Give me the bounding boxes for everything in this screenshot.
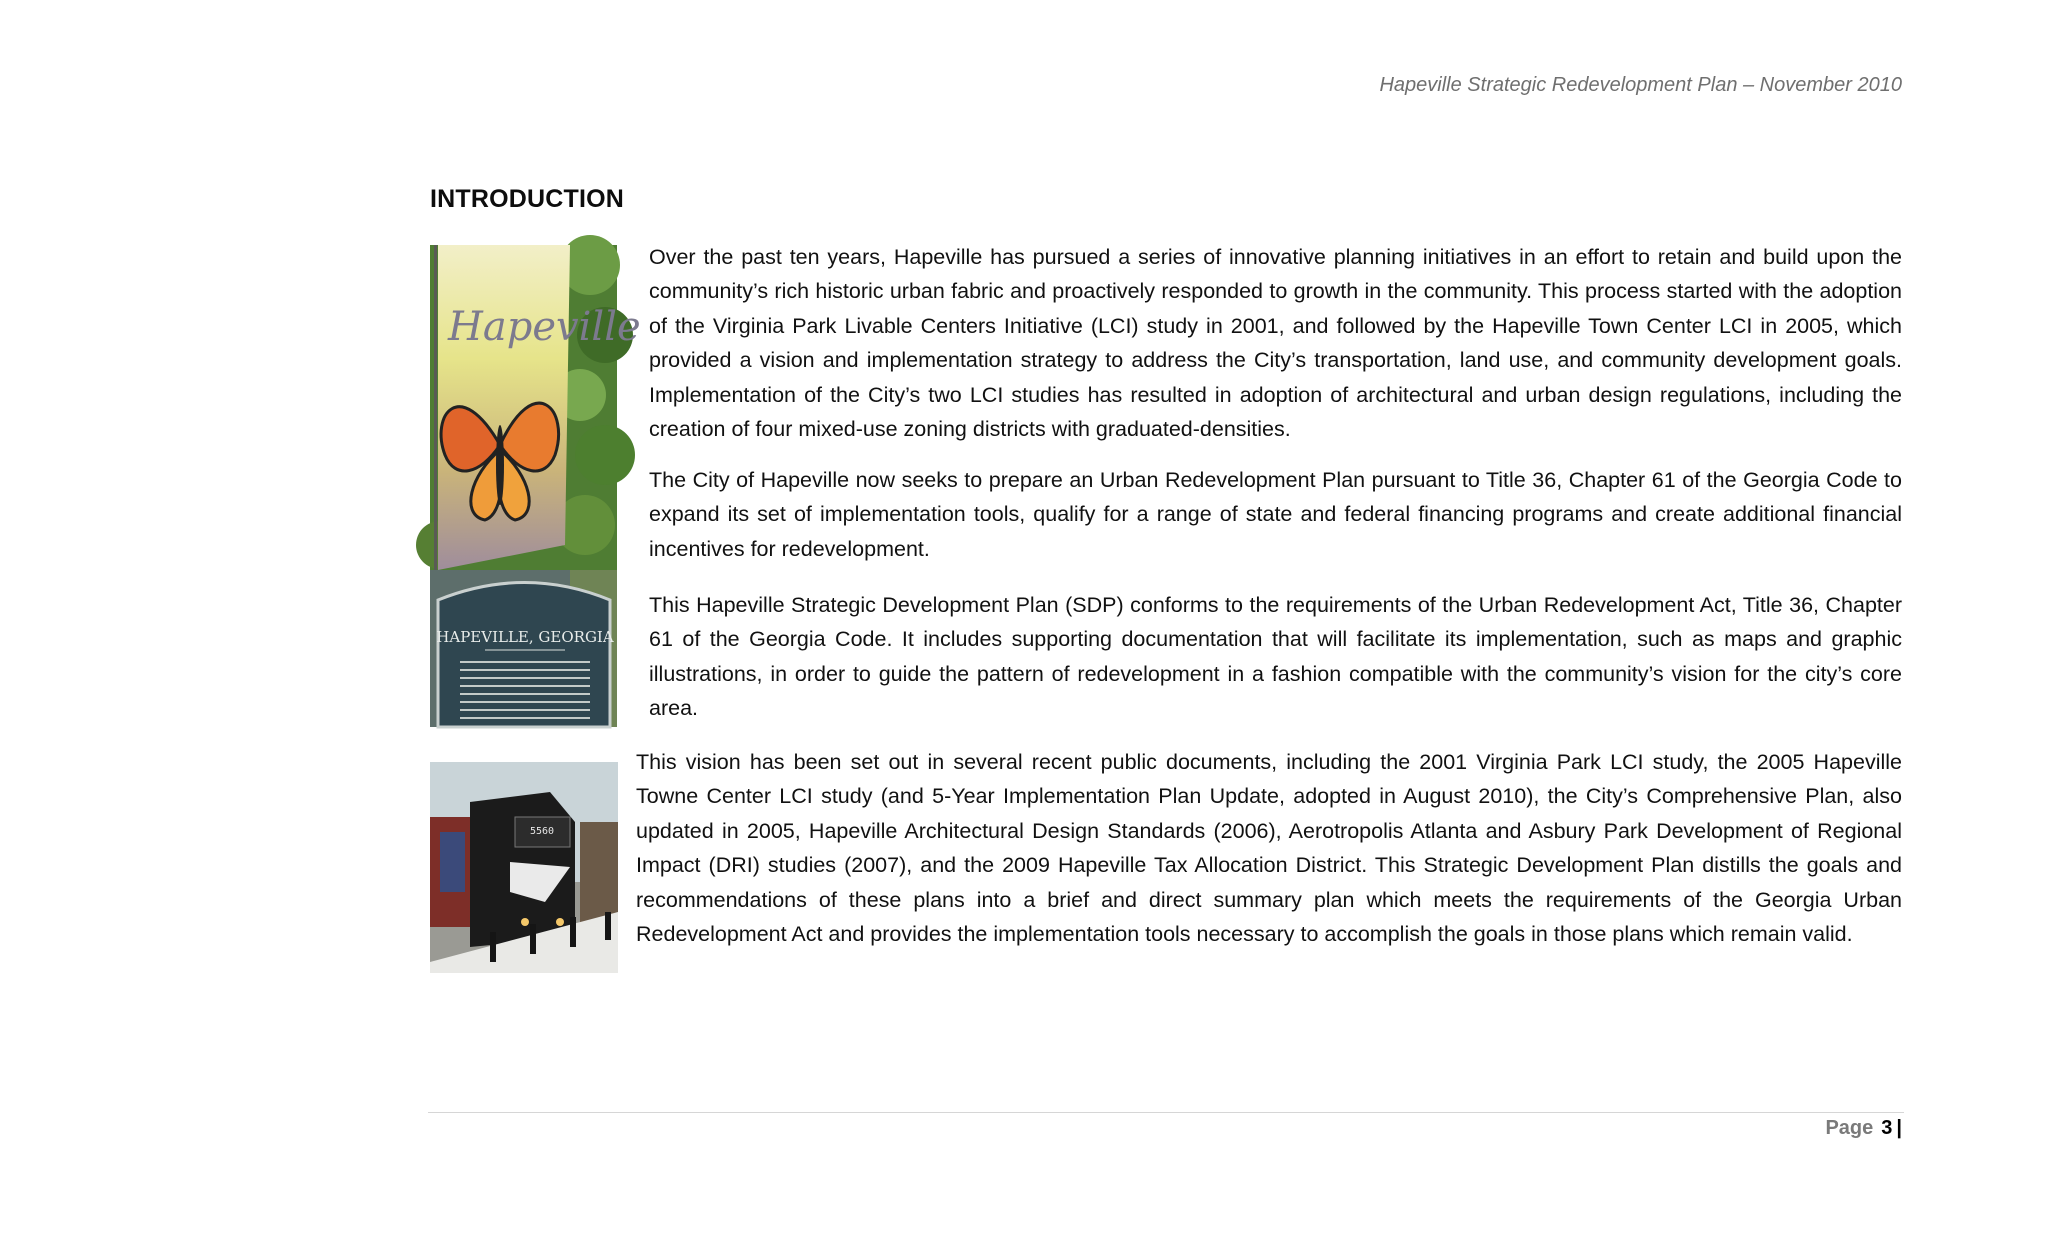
historic-marker-photo	[430, 570, 617, 727]
page-number: 3	[1881, 1117, 1893, 1139]
train-number: 5560	[529, 826, 555, 837]
intro-paragraph-2: The City of Hapeville now seeks to prepare an Urban Redevelopment Plan pursuant to Title 36, Chapter 61 of the Georgia Code to expand its set of implementation tools, qualify for a range of state and federal financing programs and create additional financial incentives for redevelopment.	[649, 468, 1902, 561]
intro-paragraph-1: Over the past ten years, Hapeville has pursued a series of innovative planning initiatives in an effort to retain and build upon the community’s rich historic urban fabric and proactively responded to growth in the community. This process started with the adoption of the Virginia Park Livable Centers Initiative (LCI) study in 2001, and followed by the Hapeville Town Center LCI in 2005, which provided a vision and implementation strategy to address the City’s transportation, land use, and community development goals. Implementation of the City’s two LCI studies has resulted in adoption of architectural and urban design regulations, including the creation of four mixed-use zoning districts with graduated-densities.	[649, 245, 1902, 442]
hapeville-banner-photo	[430, 245, 641, 570]
running-header: Hapeville Strategic Redevelopment Plan – November 2010	[1379, 74, 1902, 96]
footer-rule	[428, 1112, 1904, 1113]
marker-title: HAPEVILLE, GEORGIA	[436, 628, 614, 646]
section-heading: INTRODUCTION	[430, 185, 625, 213]
banner-text: Hapeville	[448, 304, 641, 350]
train-photo	[430, 762, 618, 973]
page-label: Page	[1825, 1117, 1874, 1139]
intro-paragraph-3: This Hapeville Strategic Development Plan (SDP) conforms to the requirements of the Urban Redevelopment Act, Title 36, Chapter 61 of the Georgia Code. It includes supporting documentation that will facilitate its implementation, such as maps and graphic illustrations, in order to guide the pattern of redevelopment in a fashion compatible with the community’s vision for the city’s core area.	[649, 593, 1902, 721]
intro-paragraph-4: This vision has been set out in several recent public documents, including the 2001 Virginia Park LCI study, the 2005 Hapeville Towne Center LCI study (and 5-Year Implementation Plan Update, adopted in August 2010), the City’s Comprehensive Plan, also updated in 2005, Hapeville Architectural Design Standards (2006), Aerotropolis Atlanta and Asbury Park Development of Regional Impact (DRI) studies (2007), and the 2009 Hapeville Tax Allocation District. This Strategic Development Plan distills the goals and recommendations of these plans into a brief and direct summary plan which meets the requirements of the Georgia Urban Redevelopment Act and provides the implementation tools necessary to accomplish the goals in those plans which remain valid.	[636, 750, 1902, 947]
page-footer	[1825, 1117, 1902, 1140]
page-separator: |	[1896, 1117, 1902, 1139]
